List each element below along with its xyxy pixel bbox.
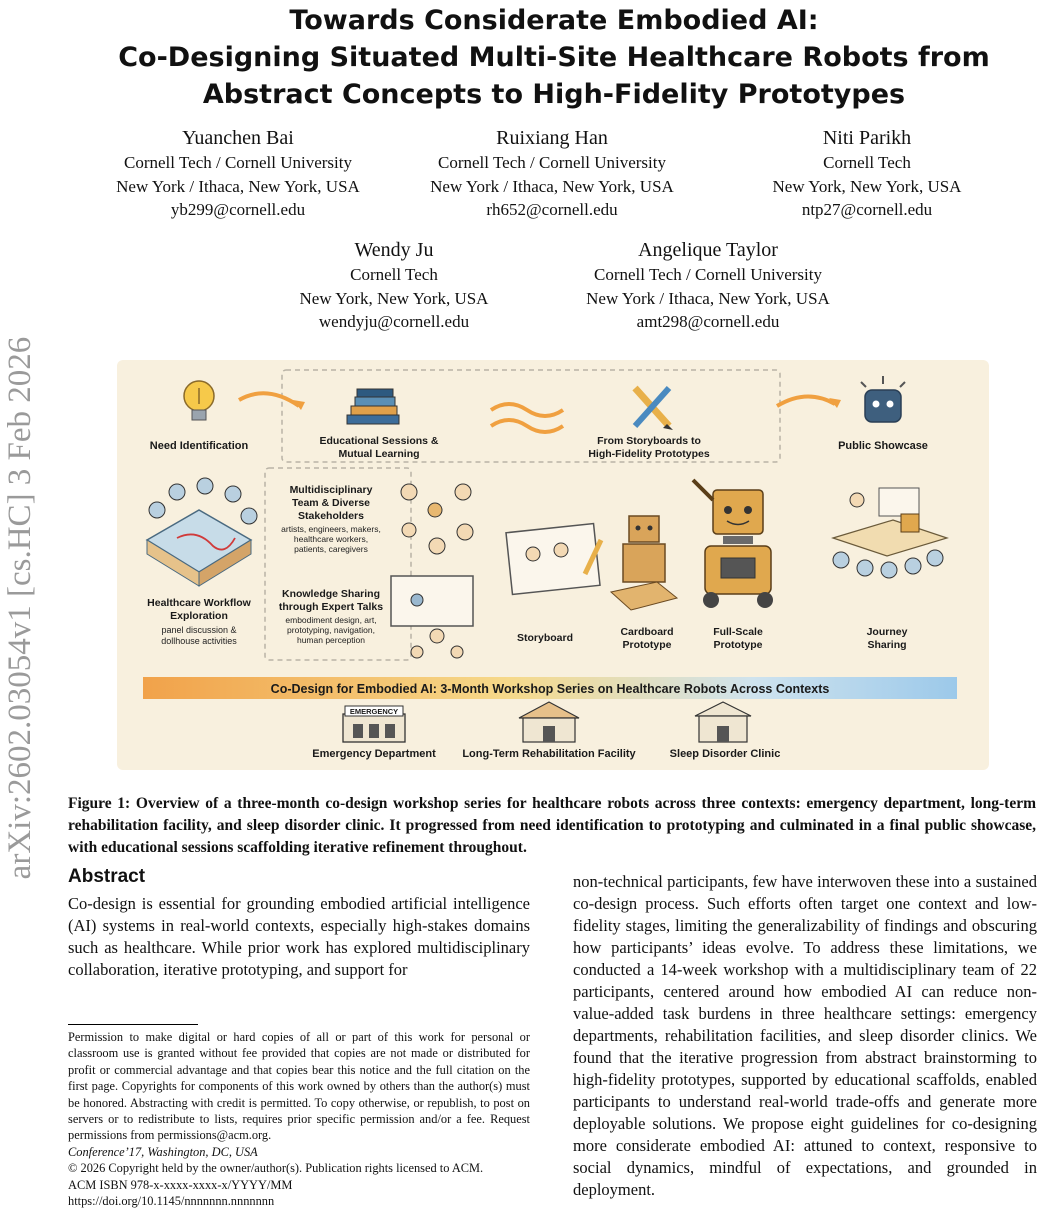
workflow-label-1: Healthcare Workflow: [147, 597, 251, 609]
rehab-building-icon: [519, 702, 579, 742]
sleep-clinic-building-icon: [695, 702, 751, 742]
author-location: New York / Ithaca, New York, USA: [116, 176, 360, 196]
author-block: [558, 237, 858, 334]
permission-block: [68, 1024, 530, 1209]
title-line-2: Co-Designing Situated Multi-Site Healthcare Robots from: [118, 42, 990, 73]
doi-link[interactable]: https://doi.org/10.1145/nnnnnnn.nnnnnnn: [68, 1194, 275, 1209]
cardboard-robot-icon: [611, 516, 677, 610]
knowledge-sub-3: human perception: [296, 635, 366, 645]
author-email[interactable]: ntp27@cornell.edu: [801, 200, 933, 219]
author-location: New York / Ithaca, New York, USA: [586, 288, 830, 308]
author-block: [272, 237, 516, 334]
need-identification-label: Need Identification: [149, 440, 249, 452]
public-showcase-label: Public Showcase: [838, 440, 928, 452]
figure-caption: Figure 1: Overview of a three-month co-design workshop series for healthcare robots across three contexts: emergency department, long-term rehabilitation facility, and sleep disorder clinic. It progressed from need identification to prototyping and culminated in a final public showcase, with educational sessions scaffolding iterative refinement throughout.: [68, 795, 1036, 856]
dollhouse-illustration: [147, 478, 257, 586]
banner-label: Co-Design for Embodied AI: 3-Month Workshop Series on Healthcare Robots Across Contexts: [270, 682, 830, 696]
author-affiliation: Cornell Tech: [350, 265, 438, 284]
abstract-heading: Abstract: [68, 866, 146, 887]
educational-sessions-label-2: Mutual Learning: [338, 448, 420, 460]
author-name: Wendy Ju: [354, 239, 434, 261]
conference-line: Conference’17, Washington, DC, USA: [68, 1144, 258, 1159]
author-location: New York, New York, USA: [772, 176, 962, 196]
multidisc-label-3: Stakeholders: [298, 510, 364, 522]
fullscale-label-1: Full-Scale: [713, 626, 763, 638]
author-block: [742, 125, 992, 222]
figure-svg: [117, 360, 989, 770]
fullscale-label-2: Prototype: [713, 639, 763, 651]
storyboards-label-1: From Storyboards to: [597, 435, 701, 447]
footnote-rule: [68, 1024, 198, 1025]
multidisc-sub-2: healthcare workers,: [293, 534, 369, 544]
multidisc-label-1: Multidisciplinary: [289, 484, 373, 496]
storyboard-icon: [506, 524, 601, 595]
author-affiliation: Cornell Tech: [823, 153, 911, 172]
multidisc-sub-3: patients, caregivers: [294, 544, 368, 554]
author-affiliation: Cornell Tech / Cornell University: [438, 153, 666, 172]
copyright-line: © 2026 Copyright held by the owner/author(s). Publication rights licensed to ACM.: [68, 1161, 484, 1176]
title-line-1: Towards Considerate Embodied AI:: [289, 5, 819, 36]
abstract-right-column: non-technical participants, few have interwoven these into a sustained co-design process. Such efforts often target one context and low-fidelity stages, limiting the generalizability of findings and obscuring how participants’ ideas evolve. To address these limitations, we conducted a 14-week workshop with a multidisciplinary team of 22 participants, centered around how embodied AI can reduce non-value-added task burdens in three healthcare settings: emergency departments, rehabilitation facilities, and sleep disorder clinics. We found that the iterative progression from abstract brainstorming to high-fidelity prototypes, supported by educational scaffolds, enabled participants to understand real-world trade-offs and generate more deployable solutions. We propose eight guidelines for co-designing more considerate embodied AI: attuned to context, responsive to social dynamics, mindful of expectations, and grounded in deployment.: [573, 872, 1037, 1199]
storyboard-label: Storyboard: [516, 632, 574, 644]
permission-text: Permission to make digital or hard copies of all or part of this work for personal or classroom use is granted without fee provided that copies are not made or distributed for profit or commercial advantage and that copies bear this notice and the full citation on the first page. Copyrights for components of this work owned by others than the author(s) must be honored. Abstracting with credit is permitted. To copy otherwise, or republish, to post on servers or to redistribute to lists, requires prior specific permission and/or a fee. Request permissions from permissions@acm.org.: [68, 1030, 530, 1143]
arxiv-identifier: arXiv:2602.03054v1 [cs.HC] 3 Feb 2026: [2, 336, 38, 880]
arrow-icon: [239, 393, 299, 406]
isbn-line: ACM ISBN 978-x-xxxx-xxxx-x/YYYY/MM: [68, 1177, 293, 1192]
author-name: Niti Parikh: [822, 127, 912, 149]
paper-title: [70, 2, 1038, 113]
journey-label-1: Journey: [866, 626, 908, 638]
journey-label-2: Sharing: [867, 639, 907, 651]
cardboard-label-2: Prototype: [622, 639, 672, 651]
author-location: New York / Ithaca, New York, USA: [430, 176, 674, 196]
stakeholder-people-icon: [401, 484, 473, 554]
robot-head-icon: [861, 376, 905, 422]
author-email[interactable]: rh652@cornell.edu: [486, 200, 618, 219]
multidisc-label-2: Team & Diverse: [291, 497, 371, 509]
knowledge-label-1: Knowledge Sharing: [281, 588, 381, 600]
workflow-sub-1: panel discussion &: [161, 625, 237, 635]
author-name: Yuanchen Bai: [182, 127, 294, 149]
site-label-sleep: Sleep Disorder Clinic: [669, 748, 781, 760]
author-location: New York, New York, USA: [299, 288, 489, 308]
author-name: Ruixiang Han: [496, 127, 608, 149]
author-email[interactable]: yb299@cornell.edu: [170, 200, 306, 219]
full-scale-robot-icon: [693, 480, 773, 608]
author-email[interactable]: wendyju@cornell.edu: [318, 312, 470, 331]
author-affiliation: Cornell Tech / Cornell University: [124, 153, 352, 172]
wave-arrow-icon: [491, 420, 563, 432]
author-email[interactable]: amt298@cornell.edu: [636, 312, 780, 331]
arrow-icon: [777, 396, 835, 406]
educational-sessions-label-1: Educational Sessions &: [319, 435, 439, 447]
workflow-label-2: Exploration: [170, 610, 228, 622]
author-name: Angelique Taylor: [638, 239, 778, 261]
author-affiliation: Cornell Tech / Cornell University: [594, 265, 822, 284]
abstract-left-column: Co-design is essential for grounding embodied artificial intelligence (AI) systems in real-world contexts, especially high-stakes domains such as healthcare. While prior work has explored multidisciplinary collaboration, iterative prototyping, and support for: [68, 894, 530, 979]
cardboard-label-1: Cardboard: [620, 626, 674, 638]
workflow-sub-2: dollhouse activities: [161, 636, 237, 646]
title-line-3: Abstract Concepts to High-Fidelity Prototypes: [202, 79, 906, 110]
multidisc-sub-1: artists, engineers, makers,: [281, 524, 381, 534]
site-label-emergency: Emergency Department: [312, 748, 436, 760]
author-block: [402, 125, 702, 222]
books-icon: [347, 389, 399, 424]
lightbulb-icon: [184, 381, 214, 420]
pencil-ruler-icon: [635, 388, 673, 430]
knowledge-sub-1: embodiment design, art,: [285, 615, 377, 625]
knowledge-label-2: through Expert Talks: [278, 601, 384, 613]
emergency-sign: EMERGENCY: [349, 707, 399, 716]
site-label-rehab: Long-Term Rehabilitation Facility: [462, 748, 636, 760]
storyboards-label-2: High-Fidelity Prototypes: [588, 448, 710, 460]
presentation-screen-icon: [391, 576, 473, 658]
wave-arrow-icon: [491, 404, 563, 416]
showcase-crowd-icon: [833, 488, 947, 578]
figure-1-illustration: [117, 360, 989, 770]
knowledge-sub-2: prototyping, navigation,: [287, 625, 375, 635]
author-block: [88, 125, 388, 222]
